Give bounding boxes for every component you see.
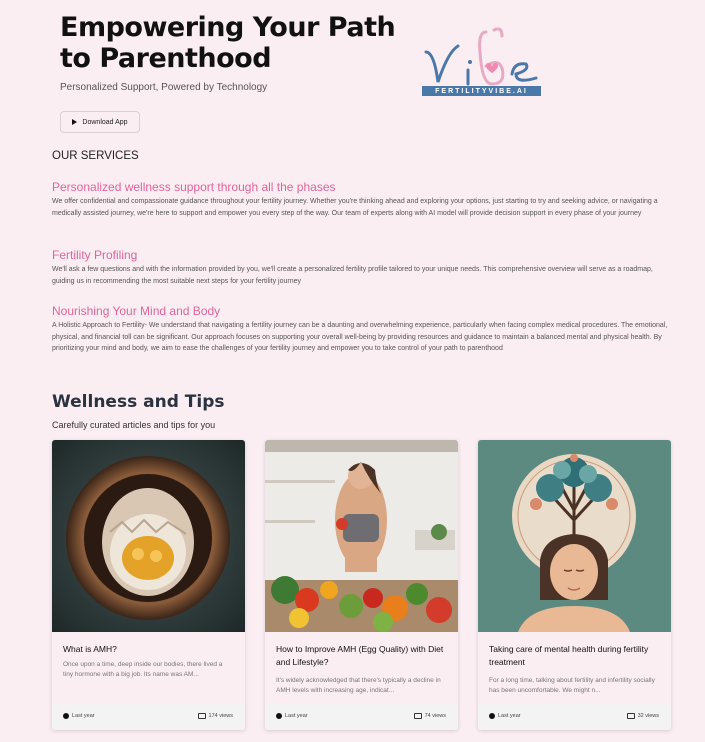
- egg-nest-image: [52, 440, 245, 632]
- service-title: Fertility Profiling: [52, 248, 138, 262]
- download-app-label: Download App: [82, 118, 128, 126]
- card-excerpt: Once upon a time, deep inside our bodies, there lived a tiny hormone with a big job. Its name was AM...: [63, 661, 223, 678]
- views-icon: [627, 713, 635, 719]
- card-title: Taking care of mental health during fertility treatment: [489, 644, 649, 667]
- logo-band: FERTILITYVIBE.AI: [422, 86, 541, 96]
- card-footer: [478, 704, 671, 730]
- card-title: How to Improve AMH (Egg Quality) with Diet and Lifestyle?: [276, 644, 444, 667]
- clock-icon: [276, 713, 282, 719]
- fertilityvibe-logo[interactable]: [420, 22, 542, 100]
- article-card[interactable]: [478, 440, 671, 730]
- service-title: Nourishing Your Mind and Body: [52, 304, 221, 318]
- card-excerpt: It's widely acknowledged that there's typically a decline in AMH levels with increasing age, indicat...: [276, 677, 441, 694]
- views-icon: [198, 713, 206, 719]
- card-excerpt: For a long time, talking about fertility and infertility socially has been uncomfortable. We might n...: [489, 677, 655, 694]
- download-app-button[interactable]: [60, 111, 140, 133]
- service-desc: We'll ask a few questions and with the information provided by you, we'll create a personalized fertility profile tailored to your unique needs. This comprehensive overview will serve as a roadmap, guiding us in recommending the most suitable next steps for your fertility journey: [52, 266, 653, 285]
- service-desc: We offer confidential and compassionate guidance throughout your fertility journey. Whether you're thinking ahead and exploring your options, just starting to try and seeking advice, or navigating a medically assisted journey, we're here to support and empower you every step of the way. Our team of experts along with AI model will provide decision support in every phase of your journey: [52, 198, 658, 217]
- healthy-diet-image: [265, 440, 458, 632]
- article-card[interactable]: [52, 440, 245, 730]
- hero-title: [60, 12, 420, 74]
- views-icon: [414, 713, 422, 719]
- service-item: [52, 180, 672, 219]
- wellness-title: Wellness and Tips: [52, 392, 225, 412]
- hero-title-line1: Empowering Your Path: [60, 12, 396, 43]
- card-footer: [52, 704, 245, 730]
- hero-subtitle: Personalized Support, Powered by Technology: [60, 82, 268, 93]
- hero-title-line2: to Parenthood: [60, 43, 272, 74]
- card-date: Last year: [285, 713, 308, 719]
- card-footer: [265, 704, 458, 730]
- service-desc: A Holistic Approach to Fertility- We understand that navigating a fertility journey can be a daunting and overwhelming experience, particularly when facing complex medical procedures. The emotional, physical, and financial toll can be significant. Our approach focuses on supporting your overall well-being by providing resources and guidance to maintain a balanced mental and physical health. By prioritizing your mind and body, we aim to ease the challenges of your fertility journey and empower you to take control of your path to parenthood: [52, 322, 668, 352]
- clock-icon: [489, 713, 495, 719]
- clock-icon: [63, 713, 69, 719]
- play-icon: [72, 119, 77, 125]
- card-title: What is AMH?: [63, 644, 117, 654]
- service-item: [52, 248, 672, 287]
- card-date: Last year: [498, 713, 521, 719]
- service-title: Personalized wellness support through all the phases: [52, 180, 336, 194]
- services-heading: OUR SERVICES: [52, 150, 139, 162]
- service-item: [52, 304, 672, 355]
- card-date: Last year: [72, 713, 95, 719]
- card-views: 174 views: [208, 713, 233, 719]
- mental-health-image: [478, 440, 671, 632]
- article-card[interactable]: [265, 440, 458, 730]
- card-views: 74 views: [424, 713, 446, 719]
- wellness-subtitle: Carefully curated articles and tips for you: [52, 420, 216, 430]
- vibe-logo-icon: [420, 22, 542, 88]
- card-views: 32 views: [637, 713, 659, 719]
